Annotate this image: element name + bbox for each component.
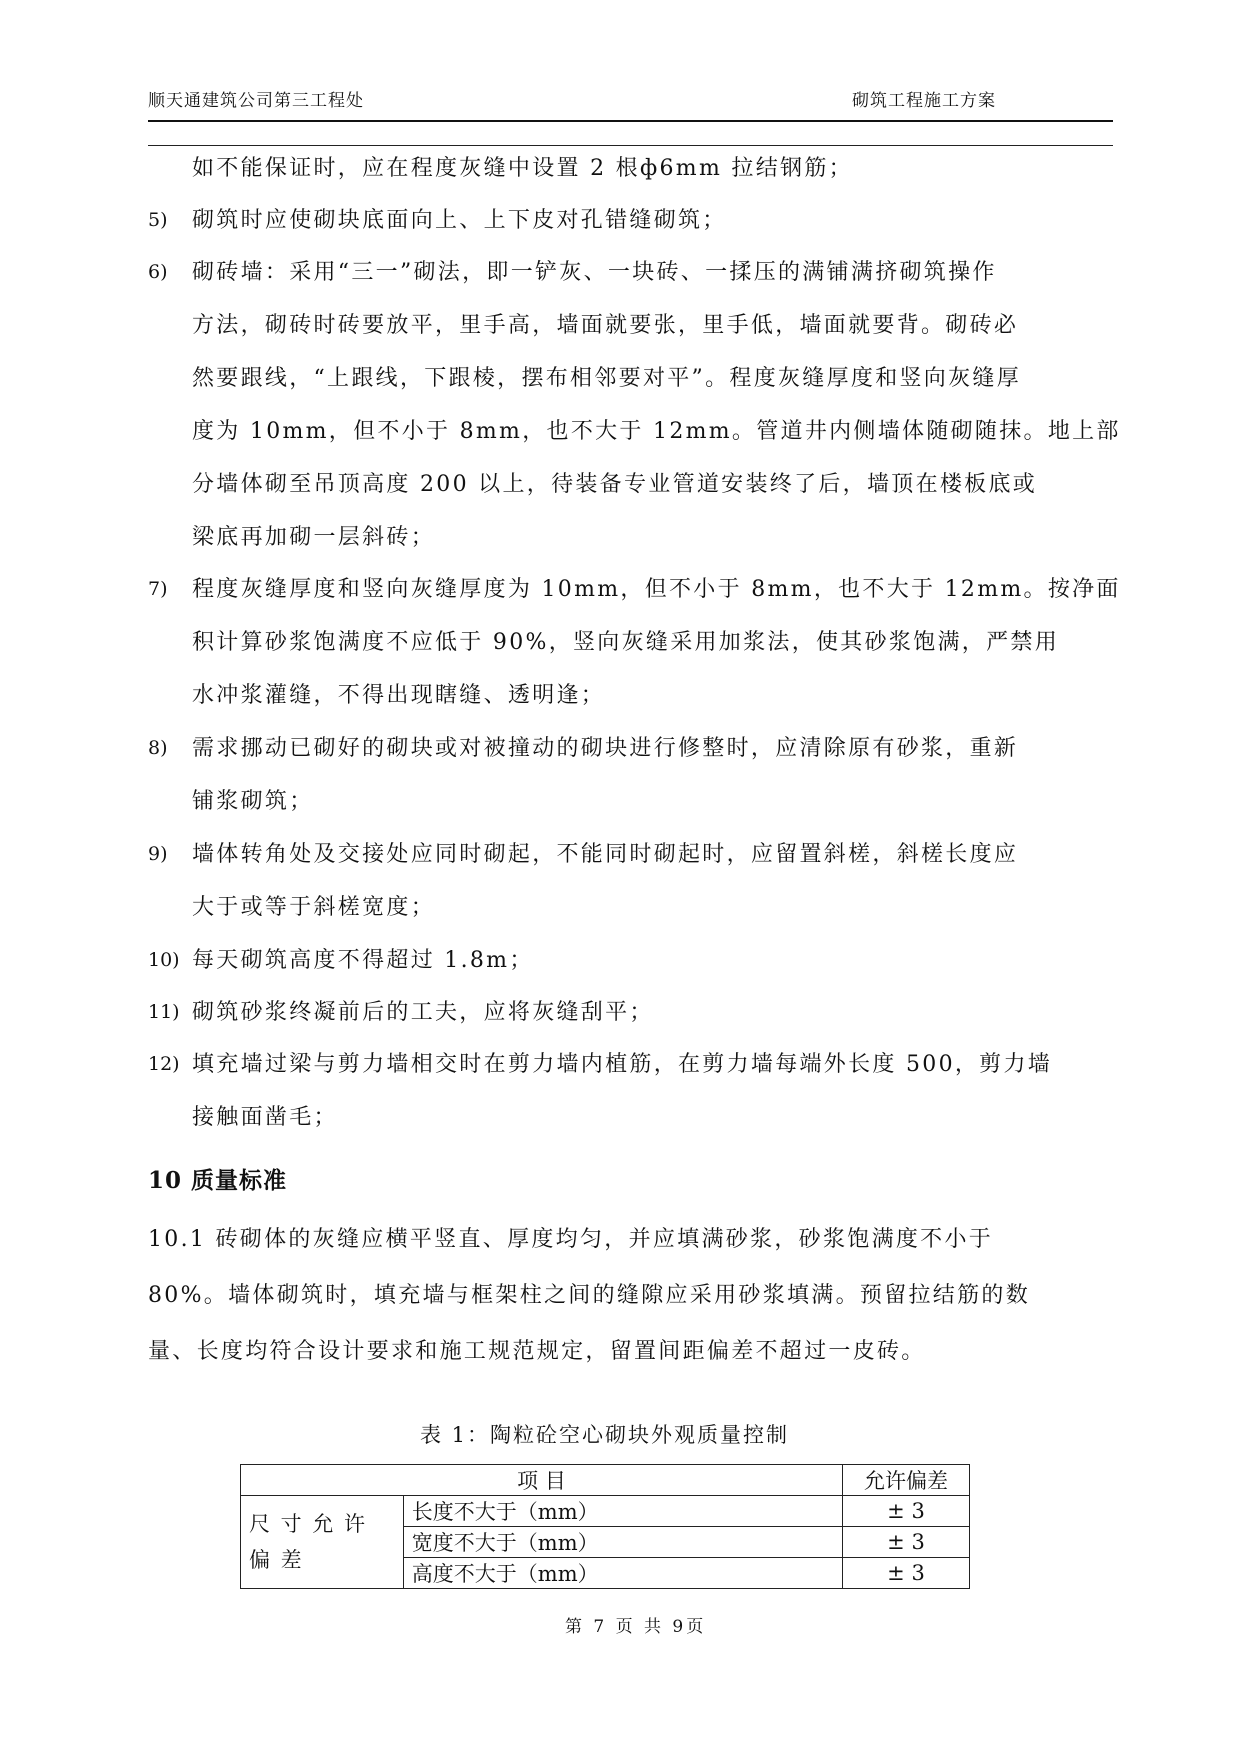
body-line: 砌砖墙：采用“三一”砌法，即一铲灰、一块砖、一揉压的满铺满挤砌筑操作 [192,260,997,285]
body-line: 梁底再加砌一层斜砖； [192,525,436,550]
header-rule [148,120,1113,122]
tolerance-cell: ± 3 [843,1527,970,1558]
quality-table [240,1464,970,1589]
group-label-cell: 尺 寸 允 许 偏 差 [241,1496,404,1589]
body-line: 积计算砂浆饱满度不应低于 90%，竖向灰缝采用加浆法，使其砂浆饱满，严禁用 [192,630,1059,655]
body-line: 接触面凿毛； [192,1105,338,1130]
item-number: 12) [148,1053,180,1075]
body-line: 度为 10mm，但不小于 8mm，也不大于 12mm。管道井内侧墙体随砌随抹。地上部 [192,419,1121,444]
body-line: 水冲浆灌缝，不得出现瞎缝、透明逢； [192,683,606,708]
body-line: 墙体转角处及交接处应同时砌起，不能同时砌起时，应留置斜槎，斜槎长度应 [192,842,1019,867]
body-line: 需求挪动已砌好的砌块或对被撞动的砌块进行修整时，应清除原有砂浆，重新 [192,736,1019,761]
tolerance-cell: ± 3 [843,1496,970,1527]
item-number: 11) [148,1001,180,1023]
body-line: 大于或等于斜槎宽度； [192,895,436,920]
item-number: 7) [148,578,168,600]
table-header-row [241,1465,970,1496]
section-heading: 10 质量标准 [148,1167,288,1194]
body-line: 填充墙过梁与剪力墙相交时在剪力墙内植筋，在剪力墙每端外长度 500，剪力墙 [192,1052,1053,1077]
body-line: 每天砌筑高度不得超过 1.8m； [192,948,534,973]
body-line: 然要跟线，“上跟线，下跟棱，摆布相邻要对平”。程度灰缝厚度和竖向灰缝厚 [192,366,1021,391]
table-caption: 表 1：陶粒砼空心砌块外观质量控制 [420,1423,790,1447]
header-tolerance-cell: 允许偏差 [843,1465,970,1496]
paragraph-line: 量、长度均符合设计要求和施工规范规定，留置间距偏差不超过一皮砖。 [148,1339,926,1364]
item-number: 10) [148,949,180,971]
paragraph-line: 10.1 砖砌体的灰缝应横平竖直、厚度均匀，并应填满砂浆，砂浆饱满度不小于 [148,1227,994,1252]
body-line: 分墙体砌至吊顶高度 200 以上，待装备专业管道安装终了后，墙顶在楼板底或 [192,472,1038,497]
item-number: 5) [148,209,168,231]
body-line: 程度灰缝厚度和竖向灰缝厚度为 10mm，但不小于 8mm，也不大于 12mm。按净面 [192,577,1121,602]
paragraph-line: 80%。墙体砌筑时，填充墙与框架柱之间的缝隙应采用砂浆填满。预留拉结筋的数 [148,1283,1031,1308]
page-footer: 第 7 页 共 9页 [565,1617,707,1637]
body-line: 砌筑时应使砌块底面向上、上下皮对孔错缝砌筑； [192,208,727,233]
item-number: 9) [148,843,168,865]
header-rule-thin [148,145,1113,146]
item-number: 6) [148,261,168,283]
item-number: 8) [148,737,168,759]
table-row [241,1496,970,1527]
body-line: 砌筑砂浆终凝前后的工夫，应将灰缝刮平； [192,1000,654,1025]
header-item-cell: 项 目 [241,1465,843,1496]
tolerance-cell: ± 3 [843,1558,970,1589]
body-line: 方法，砌砖时砖要放平，里手高，墙面就要张，里手低，墙面就要背。砌砖必 [192,313,1019,338]
body-line: 铺浆砌筑； [192,789,314,814]
body-line: 如不能保证时，应在程度灰缝中设置 2 根ф6mm 拉结钢筋； [192,156,853,181]
header-left: 顺天通建筑公司第三工程处 [148,91,364,111]
item-cell: 长度不大于（mm） [403,1496,842,1527]
item-cell: 高度不大于（mm） [403,1558,842,1589]
header-right: 砌筑工程施工方案 [852,91,996,111]
item-cell: 宽度不大于（mm） [403,1527,842,1558]
